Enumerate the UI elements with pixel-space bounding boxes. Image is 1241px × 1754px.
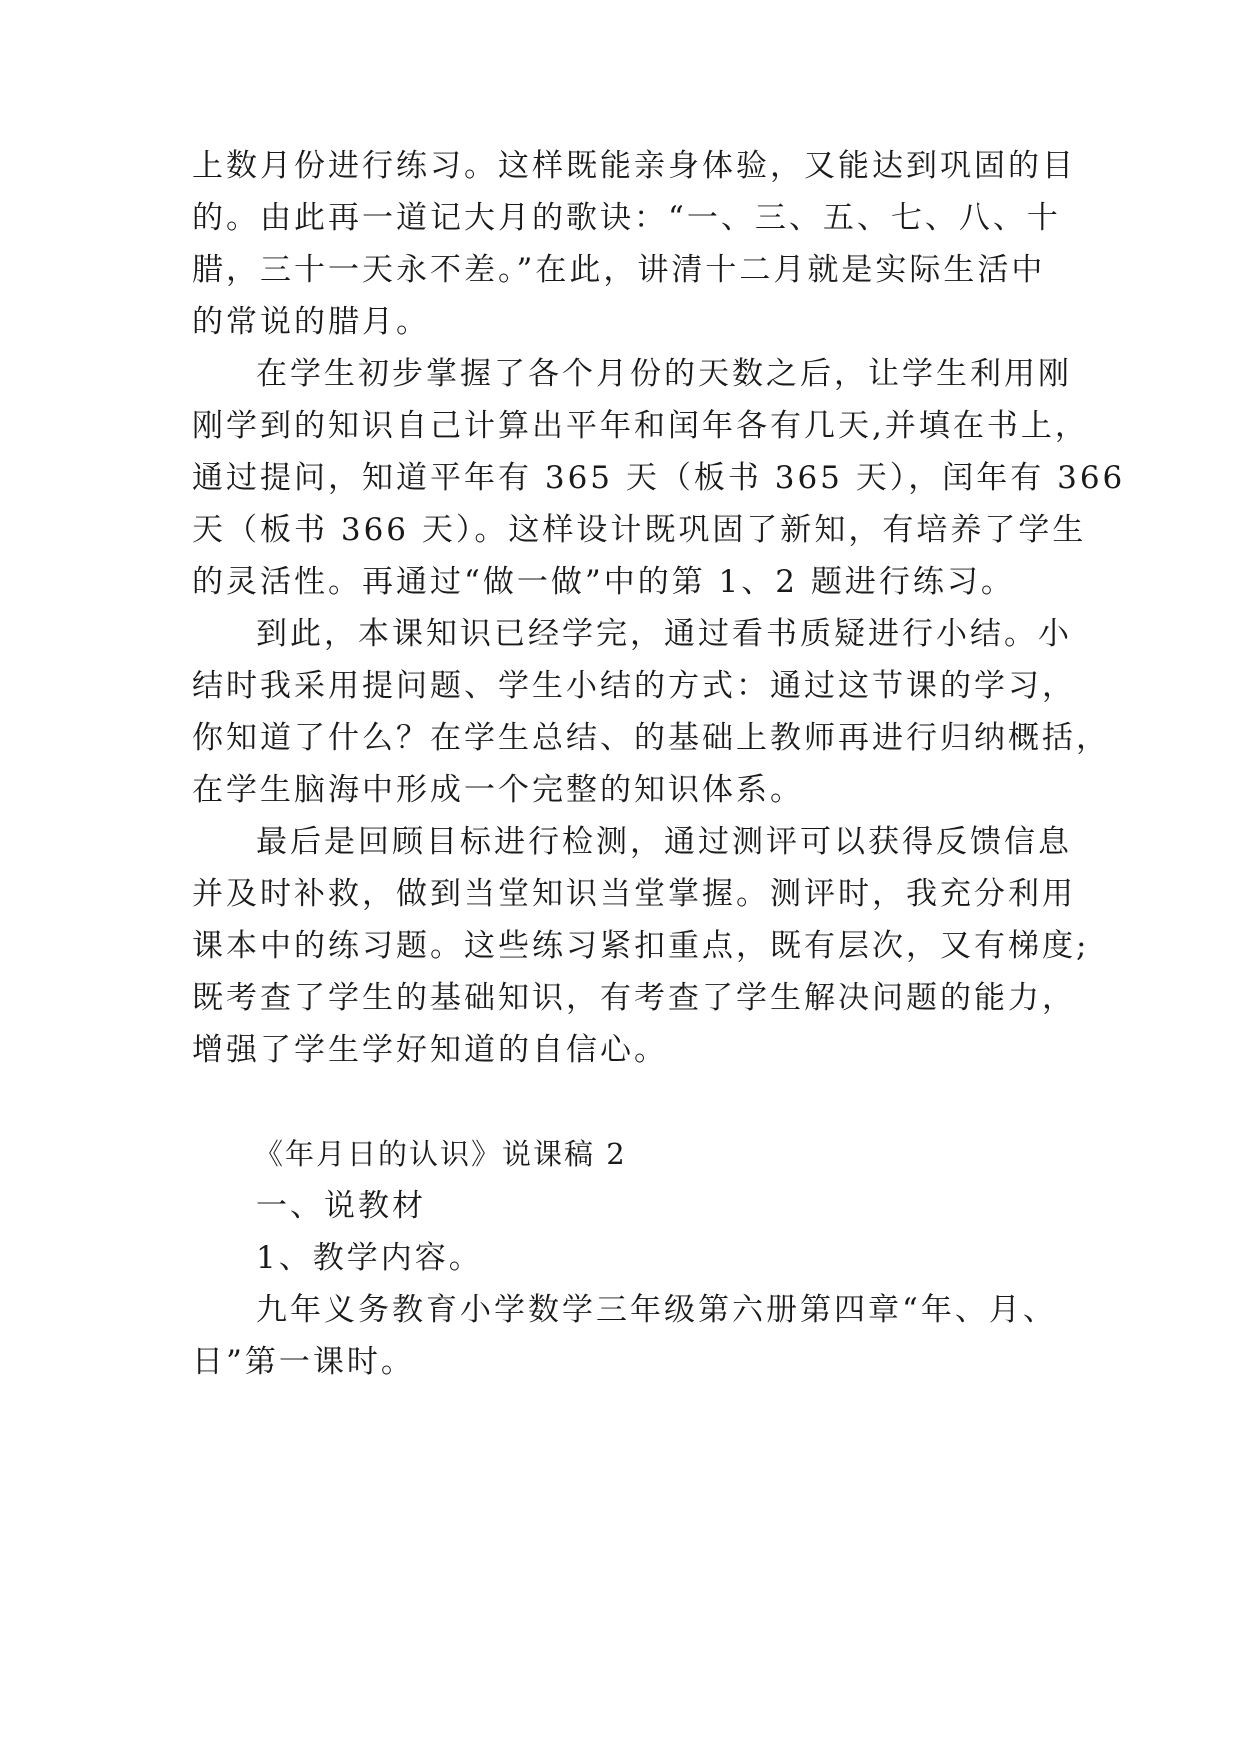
paragraph-4-line-2: 并及时补救，做到当堂知识当堂掌握。测评时，我充分利用	[192, 876, 1076, 912]
paragraph-1-line-1: 上数月份进行练习。这样既能亲身体验，又能达到巩固的目	[192, 148, 1076, 184]
paragraph-2-line-4: 天（板书 366 天）。这样设计既巩固了新知，有培养了学生	[192, 512, 1087, 548]
heading-shuo-jiaocai: 一、说教材	[256, 1188, 426, 1224]
paragraph-3-line-1: 到此，本课知识已经学完，通过看书质疑进行小结。小	[256, 616, 1072, 652]
section-paragraph-line-2: 日”第一课时。	[192, 1344, 415, 1380]
heading-teaching-content: 1、教学内容。	[256, 1240, 483, 1276]
paragraph-1-line-3: 腊，三十一天永不差。”在此，讲清十二月就是实际生活中	[192, 252, 1046, 288]
section-title: 《年月日的认识》说课稿 2	[254, 1137, 627, 1171]
paragraph-4-line-5: 增强了学生学好知道的自信心。	[192, 1032, 668, 1068]
paragraph-2-line-5: 的灵活性。再通过“做一做”中的第 1、2 题进行练习。	[192, 564, 1015, 600]
paragraph-3-line-4: 在学生脑海中形成一个完整的知识体系。	[192, 772, 804, 808]
paragraph-4-line-1: 最后是回顾目标进行检测，通过测评可以获得反馈信息	[256, 824, 1072, 860]
paragraph-4-line-4: 既考查了学生的基础知识，有考查了学生解决问题的能力，	[192, 980, 1076, 1016]
paragraph-1-line-2: 的。由此再一道记大月的歌诀：“一、三、五、七、八、十	[192, 200, 1061, 236]
paragraph-1-line-4: 的常说的腊月。	[192, 304, 430, 340]
section-paragraph-line-1: 九年义务教育小学数学三年级第六册第四章“年、月、	[256, 1292, 1057, 1328]
paragraph-2-line-2: 刚学到的知识自己计算出平年和闰年各有几天,并填在书上，	[192, 408, 1089, 444]
paragraph-2-line-1: 在学生初步掌握了各个月份的天数之后，让学生利用刚	[256, 356, 1072, 392]
paragraph-3-line-2: 结时我采用提问题、学生小结的方式：通过这节课的学习，	[192, 668, 1076, 704]
paragraph-2-line-3: 通过提问，知道平年有 365 天（板书 365 天），闰年有 366	[192, 460, 1126, 496]
paragraph-4-line-3: 课本中的练习题。这些练习紧扣重点，既有层次，又有梯度;	[192, 928, 1090, 964]
paragraph-3-line-3: 你知道了什么？在学生总结、的基础上教师再进行归纳概括，	[192, 720, 1110, 756]
